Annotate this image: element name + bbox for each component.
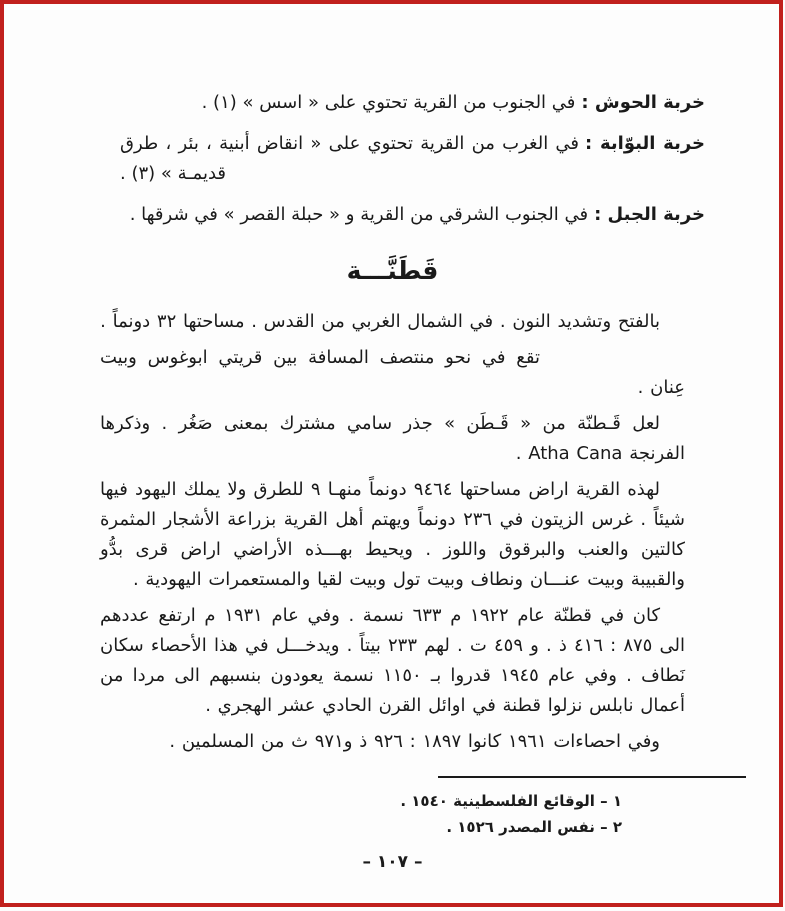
khirba-entry-jabal [120,200,740,230]
body-paragraph-etymology: لعل قَـطنّة من « قَـطَن » جذر سامي مشترك بمعنى صَغُر . وذكرها الفرنجة Atha Cana . [100,413,685,464]
footnote-separator [438,776,746,778]
khirba-name-label: خربة الحوش : [581,92,705,113]
khirba-description: في الغرب من القرية تحتوي على « انقاض أبنية ، بئر ، طرق قديمـة » (٣) . [120,133,580,184]
body-paragraph-population: كان في قطنّة عام ١٩٢٢ م ٦٣٣ نسمة . وفي عام ١٩٣١ م ارتفع عددهم الى ٨٧٥ : ٤١٦ ذ . و ٤٥٩ ت . لهم ٢٣٣ بيتاً . ويدخـــل في هذا الأحصاء سكان نَطاف . وفي عام ١٩٤٥ قدروا بـ ١١٥٠ نسمة يعودون بنسبهم الى مردا من أعمال نابلس نزلوا قطنة في اوائل القرن الحادي عشر الهجري . [100,605,685,716]
khirba-entry-bawwaba [120,129,740,189]
page-number: – ١٠٧ – [362,852,423,872]
khirba-description: في الجنوب الشرقي من القرية و « حبلة القصر » في شرقها . [129,204,589,225]
footnote-1: ١ – الوقائع الفلسطينية ١٥٤٠ . [400,792,622,810]
body-paragraph-pronunciation: بالفتح وتشديد النون . في الشمال الغربي من القدس . مساحتها ٣٢ دونماً . [100,311,660,332]
khirba-entries [120,88,740,230]
khirba-description: في الجنوب من القرية تحتوي على « اسس » (١) . [201,92,576,113]
khirba-name-label: خربة الجبل : [594,204,705,225]
body-paragraph-census-1961: وفي احصاءات ١٩٦١ كانوا ١٨٩٧ : ٩٢٦ ذ و٩٧١ ث من المسلمين . [169,731,660,752]
village-name-title: قَطَنَّـــة [346,256,439,285]
khirba-entry-hawsh [120,88,740,118]
footnotes-block [400,788,622,840]
footnote-2: ٢ – نفس المصدر ١٥٢٦ . [446,818,622,836]
body-paragraph-location: تقع في نحو منتصف المسافة بين قريتي ابوغوس وبيت عِنان . [100,347,685,398]
body-paragraph-lands: لهذه القرية اراض مساحتها ٩٤٦٤ دونماً منهـا ٩ للطرق ولا يملك اليهود فيها شيئاً . غرس الزيتون في ٢٣٦ دونماً ويهتم أهل القرية بزراعة الأشجار المثمرة كالتين والعنب والبرقوق واللوز . ويحيط بهـــذه الأراضي اراض قرى بدُّو والقبيبة وبيت عنـــان ونطاف وبيت تول وبيت لقيا والمستعمرات اليهودية . [100,479,686,590]
khirba-name-label: خربة البوّابة : [585,133,706,154]
village-article [100,307,685,757]
